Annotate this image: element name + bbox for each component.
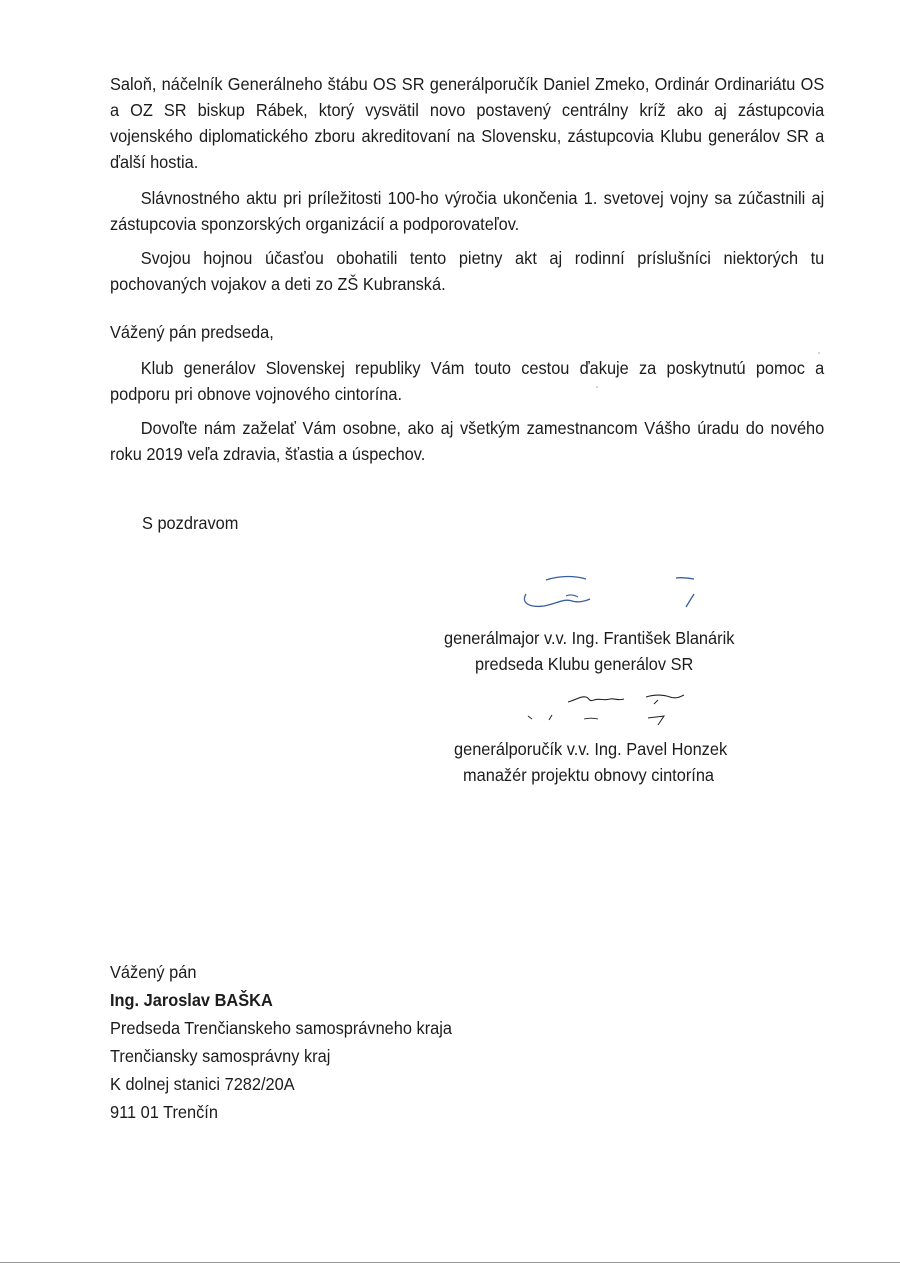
body-paragraph-4: Klub generálov Slovenskej republiky Vám touto cestou ďakuje za poskytnutú pomoc a podporu pri obnove vojnového cintorína. [110, 358, 825, 404]
scan-speck [596, 386, 598, 388]
signatory-2-name: generálporučík v.v. Ing. Pavel Honzek [454, 739, 728, 759]
body-paragraph-3: Svojou hojnou účasťou obohatili tento pietny akt aj rodinní príslušníci niektorých tu pochovaných vojakov a deti zo ZŠ Kubranská. [110, 248, 825, 294]
page-bottom-edge [0, 1262, 900, 1263]
signatory-2-role: manažér projektu obnovy cintorína [463, 765, 715, 785]
recipient-address [110, 958, 452, 1126]
body-paragraph-1: Saloň, náčelník Generálneho štábu OS SR generálporučík Daniel Zmeko, Ordinár Ordinariátu OS a OZ SR biskup Rábek, ktorý vysvätil novo postavený centrálny kríž ako aj zástupcovia vojenského diplomatického zboru akreditovaní na Slovensku, zástupcovia Klubu generálov SR a ďalší hostia. [110, 74, 825, 172]
handwritten-signature-1 [516, 568, 706, 616]
recipient-salutation: Vážený pán [110, 962, 197, 982]
letter-salutation: Vážený pán predseda, [110, 322, 274, 342]
scan-speck [818, 352, 820, 354]
signatory-1-role: predseda Klubu generálov SR [475, 654, 694, 674]
body-paragraph-2: Slávnostného aktu pri príležitosti 100-ho výročia ukončenia 1. svetovej vojny sa zúčastnili aj zástupcovia sponzorských organizácií a podporovateľov. [110, 188, 825, 234]
letter-closing: S pozdravom [142, 513, 239, 533]
recipient-organization: Trenčiansky samosprávny kraj [110, 1046, 331, 1066]
recipient-name: Ing. Jaroslav BAŠKA [110, 990, 273, 1010]
recipient-title: Predseda Trenčianskeho samosprávneho kraja [110, 1018, 452, 1038]
recipient-street: K dolnej stanici 7282/20A [110, 1074, 295, 1094]
recipient-city: 911 01 Trenčín [110, 1102, 218, 1122]
signatory-1-name: generálmajor v.v. Ing. František Blanárik [444, 628, 735, 648]
body-paragraph-5: Dovoľte nám zaželať Vám osobne, ako aj všetkým zamestnancom Vášho úradu do nového roku 2019 veľa zdravia, šťastia a úspechov. [110, 418, 825, 464]
handwritten-signature-2 [508, 688, 708, 726]
